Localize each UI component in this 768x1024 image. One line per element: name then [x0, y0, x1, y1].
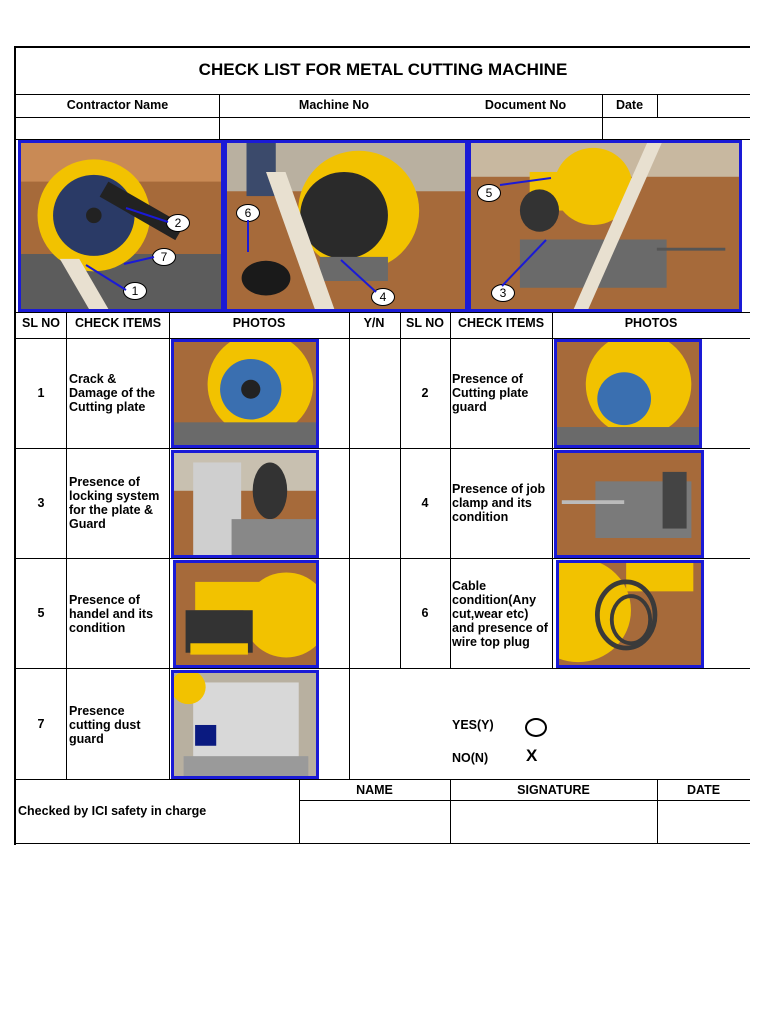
sl-no-header-left: SL NO — [22, 316, 60, 330]
divider — [16, 843, 750, 844]
yn-cell-item-5[interactable] — [350, 559, 400, 668]
callout-arrows — [16, 140, 750, 312]
sl-no-header-right: SL NO — [406, 316, 444, 330]
checked-by-label: Checked by ICI safety in charge — [18, 804, 207, 818]
yn-cell-item-3[interactable] — [350, 449, 400, 558]
photos-header-right: PHOTOS — [624, 316, 678, 330]
photo-job-clamp — [554, 450, 704, 558]
checklist-sheet — [14, 46, 750, 845]
callout-2: 2 — [166, 214, 190, 232]
machine-no-label: Machine No — [298, 98, 370, 112]
signature-header: SIGNATURE — [517, 783, 590, 797]
item-text: Cable condition(Any cut,wear etc) and presence of wire top plug — [452, 579, 548, 649]
callout-6: 6 — [236, 204, 260, 222]
divider — [16, 94, 750, 95]
divider — [552, 312, 553, 669]
yn-cell-item-7[interactable] — [350, 669, 400, 779]
divider — [16, 779, 750, 780]
contractor-name-label: Contractor Name — [66, 98, 169, 112]
divider — [16, 312, 750, 313]
signoff-date-field[interactable] — [658, 801, 750, 843]
photo-plate-guard — [554, 339, 702, 448]
date-label: Date — [615, 98, 644, 112]
callout-4: 4 — [371, 288, 395, 306]
photo-locking-system — [171, 450, 319, 558]
date-field[interactable] — [602, 117, 750, 139]
callout-1: 1 — [123, 282, 147, 300]
item-text: Presence cutting dust guard — [69, 704, 141, 746]
photo-dust-guard — [171, 670, 319, 779]
name-header: NAME — [356, 783, 393, 797]
signature-field[interactable] — [451, 801, 657, 843]
callout-3: 3 — [491, 284, 515, 302]
date-header: DATE — [686, 783, 721, 797]
cross-icon: X — [526, 746, 538, 765]
divider — [169, 312, 170, 779]
document-no-label: Document No — [484, 98, 567, 112]
item-no: 3 — [37, 496, 45, 510]
circle-icon — [525, 718, 547, 737]
machine-document-no-field[interactable] — [219, 117, 602, 139]
photos-header-left: PHOTOS — [232, 316, 286, 330]
name-field[interactable] — [300, 801, 450, 843]
item-text: Crack & Damage of the Cutting plate — [69, 372, 156, 414]
legend-yes-label: YES(Y) — [452, 718, 494, 732]
item-text: Presence of handel and its condition — [69, 593, 154, 635]
check-items-header-left: CHECK ITEMS — [74, 316, 162, 330]
photo-cable — [556, 560, 704, 668]
item-text: Presence of Cutting plate guard — [452, 372, 529, 414]
divider — [450, 312, 451, 669]
item-no: 2 — [421, 386, 429, 400]
callout-5: 5 — [477, 184, 501, 202]
item-no: 5 — [37, 606, 45, 620]
legend-no-label: NO(N) — [452, 751, 489, 765]
item-text: Presence of locking system for the plate & Guard — [69, 475, 160, 531]
callout-7: 7 — [152, 248, 176, 266]
item-no: 4 — [421, 496, 429, 510]
item-no: 1 — [37, 386, 45, 400]
check-items-header-right: CHECK ITEMS — [457, 316, 545, 330]
divider — [66, 312, 67, 779]
page-title: CHECK LIST FOR METAL CUTTING MACHINE — [198, 60, 568, 79]
contractor-name-field[interactable] — [16, 117, 219, 139]
photo-cutting-plate — [171, 339, 319, 448]
divider — [657, 94, 658, 117]
item-text: Presence of job clamp and its condition — [452, 482, 546, 524]
yn-cell-item-1[interactable] — [350, 339, 400, 448]
item-no: 6 — [421, 606, 429, 620]
item-no: 7 — [37, 717, 45, 731]
photo-handle — [173, 560, 319, 668]
yn-header: Y/N — [363, 316, 385, 330]
